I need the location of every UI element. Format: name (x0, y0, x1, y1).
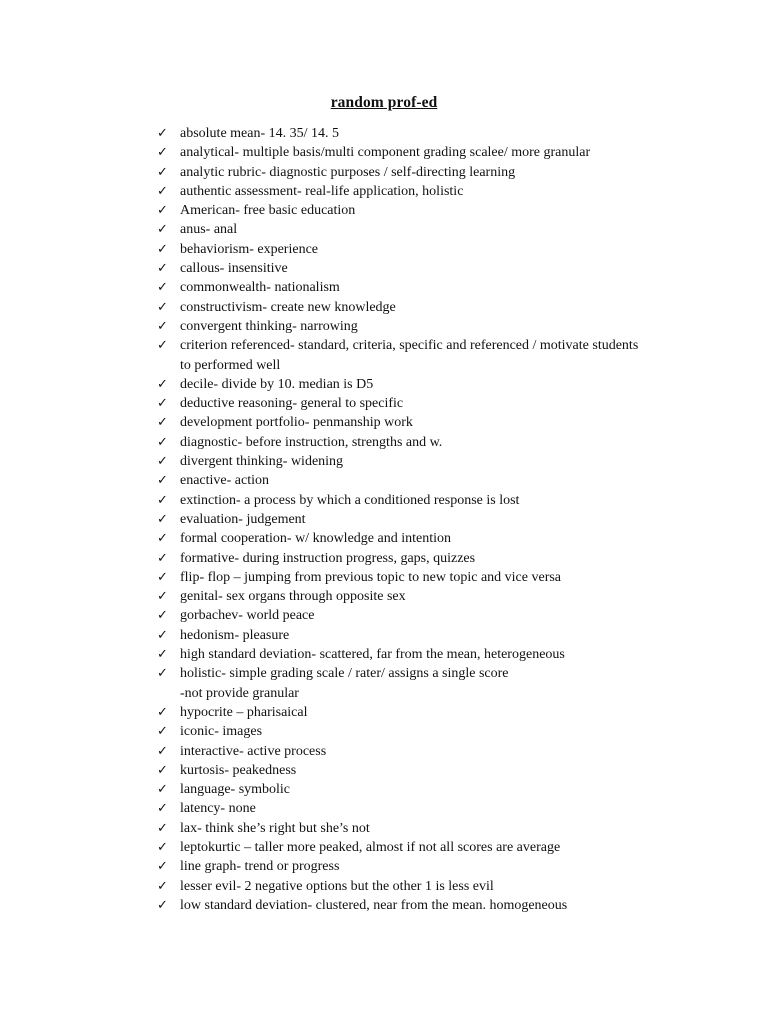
checkmark-icon: ✓ (157, 299, 168, 315)
list-item (157, 259, 717, 278)
checkmark-icon: ✓ (157, 376, 168, 392)
list-item (157, 143, 717, 162)
checkmark-icon: ✓ (157, 492, 168, 508)
checkmark-icon: ✓ (157, 743, 168, 759)
checkmark-icon: ✓ (157, 222, 168, 238)
checkmark-icon: ✓ (157, 473, 168, 489)
checkmark-icon: ✓ (157, 145, 168, 161)
checkmark-icon: ✓ (157, 839, 168, 855)
list-item (157, 452, 717, 471)
list-item-text: lax- think she’s right but she’s not (180, 820, 370, 836)
checkmark-icon: ✓ (157, 241, 168, 257)
list-item-text: kurtosis- peakedness (180, 762, 297, 778)
checkmark-icon: ✓ (157, 396, 168, 412)
list-item-text: iconic- images (180, 724, 263, 740)
checkmark-icon: ✓ (157, 878, 168, 894)
checkmark-icon: ✓ (157, 704, 168, 720)
list-item-text: genital- sex organs through opposite sex (180, 589, 406, 605)
list-item-text: criterion referenced- standard, criteria, specific and referenced / motivate students to performed well (180, 338, 639, 373)
list-item (157, 838, 717, 857)
checkmark-icon: ✓ (157, 820, 168, 836)
checkmark-icon: ✓ (157, 801, 168, 817)
list-item (157, 722, 717, 741)
checkmark-icon: ✓ (157, 589, 168, 605)
list-item (157, 220, 717, 239)
list-item-text: language- symbolic (180, 782, 291, 798)
list-item (157, 877, 717, 896)
list-item-text: enactive- action (180, 473, 270, 489)
checkmark-icon: ✓ (157, 415, 168, 431)
list-item (157, 317, 717, 336)
list-item (157, 529, 717, 548)
list-item (157, 375, 717, 394)
list-item-text: gorbachev- world peace (180, 608, 315, 624)
list-item (157, 742, 717, 761)
list-item-text: flip- flop – jumping from previous topic to new topic and vice versa (180, 569, 562, 585)
list-item-text: latency- none (180, 801, 256, 817)
list-item-text: development portfolio- penmanship work (180, 415, 413, 431)
checkmark-icon: ✓ (157, 280, 168, 296)
list-item (157, 761, 717, 780)
list-item-text: callous- insensitive (180, 261, 288, 277)
list-item (157, 201, 717, 220)
checkmark-icon: ✓ (157, 183, 168, 199)
checklist (157, 124, 717, 915)
list-item-text: convergent thinking- narrowing (180, 318, 358, 334)
list-item (157, 240, 717, 259)
list-item (157, 413, 717, 432)
checkmark-icon: ✓ (157, 338, 168, 354)
list-item (157, 896, 717, 915)
list-item-text: analytic rubric- diagnostic purposes / self-directing learning (180, 164, 516, 180)
list-item-text: absolute mean- 14. 35/ 14. 5 (180, 126, 340, 141)
list-item-text: line graph- trend or progress (180, 859, 340, 875)
list-item (157, 606, 717, 625)
checkmark-icon: ✓ (157, 511, 168, 527)
list-item (157, 336, 717, 375)
list-item-text: extinction- a process by which a conditioned response is lost (180, 492, 520, 508)
checkmark-icon: ✓ (157, 608, 168, 624)
list-item (157, 510, 717, 529)
list-item (157, 626, 717, 645)
checkmark-icon: ✓ (157, 724, 168, 740)
checkmark-icon: ✓ (157, 434, 168, 450)
list-item-text: behaviorism- experience (180, 241, 318, 257)
page-title: random prof-ed (330, 94, 438, 111)
list-item (157, 799, 717, 818)
list-item (157, 394, 717, 413)
checkmark-icon: ✓ (157, 647, 168, 663)
list-item-text: interactive- active process (180, 743, 327, 759)
list-item-text: American- free basic education (180, 203, 356, 219)
checkmark-icon: ✓ (157, 261, 168, 277)
checkmark-icon: ✓ (157, 203, 168, 219)
list-item-text: formative- during instruction progress, gaps, quizzes (180, 550, 476, 566)
checkmark-icon: ✓ (157, 782, 168, 798)
list-item-text: commonwealth- nationalism (180, 280, 340, 296)
list-item (157, 587, 717, 606)
list-item (157, 780, 717, 799)
checkmark-icon: ✓ (157, 569, 168, 585)
list-item (157, 857, 717, 876)
list-item (157, 124, 717, 143)
checkmark-icon: ✓ (157, 550, 168, 566)
checkmark-icon: ✓ (157, 627, 168, 643)
list-item (157, 549, 717, 568)
checkmark-icon: ✓ (157, 126, 168, 141)
list-item-text: high standard deviation- scattered, far from the mean, heterogeneous (180, 647, 565, 663)
list-item-text: evaluation- judgement (180, 511, 306, 527)
list-item (157, 471, 717, 490)
list-item-text: hypocrite – pharisaical (180, 704, 308, 720)
list-item-text: diagnostic- before instruction, strengths and w. (180, 434, 443, 450)
list-item-text: constructivism- create new knowledge (180, 299, 396, 315)
list-item-text: lesser evil- 2 negative options but the other 1 is less evil (180, 878, 494, 894)
list-item-text: authentic assessment- real-life application, holistic (180, 183, 464, 199)
list-item-text: holistic- simple grading scale / rater/ assigns a single score -not provide granular (180, 666, 509, 701)
list-item-text: deductive reasoning- general to specific (180, 396, 404, 412)
list-item (157, 278, 717, 297)
list-item (157, 491, 717, 510)
checkmark-icon: ✓ (157, 531, 168, 547)
checkmark-icon: ✓ (157, 897, 168, 913)
list-item-text: divergent thinking- widening (180, 454, 344, 470)
list-item-text: hedonism- pleasure (180, 627, 290, 643)
list-item (157, 645, 717, 664)
list-item-text: analytical- multiple basis/multi component grading scalee/ more granular (180, 145, 591, 161)
list-item (157, 703, 717, 722)
checkmark-icon: ✓ (157, 454, 168, 470)
list-item (157, 182, 717, 201)
checkmark-icon: ✓ (157, 666, 168, 682)
list-item (157, 163, 717, 182)
checkmark-icon: ✓ (157, 318, 168, 334)
checkmark-icon: ✓ (157, 859, 168, 875)
list-item-text: decile- divide by 10. median is D5 (180, 376, 374, 392)
checkmark-icon: ✓ (157, 164, 168, 180)
list-item-text: anus- anal (180, 222, 238, 238)
list-item-text: low standard deviation- clustered, near from the mean. homogeneous (180, 897, 568, 913)
checkmark-icon: ✓ (157, 762, 168, 778)
list-item (157, 568, 717, 587)
list-item (157, 819, 717, 838)
list-item (157, 298, 717, 317)
list-item (157, 664, 717, 703)
list-item (157, 433, 717, 452)
list-item-text: formal cooperation- w/ knowledge and intention (180, 531, 451, 547)
list-item-text: leptokurtic – taller more peaked, almost if not all scores are average (180, 839, 561, 855)
